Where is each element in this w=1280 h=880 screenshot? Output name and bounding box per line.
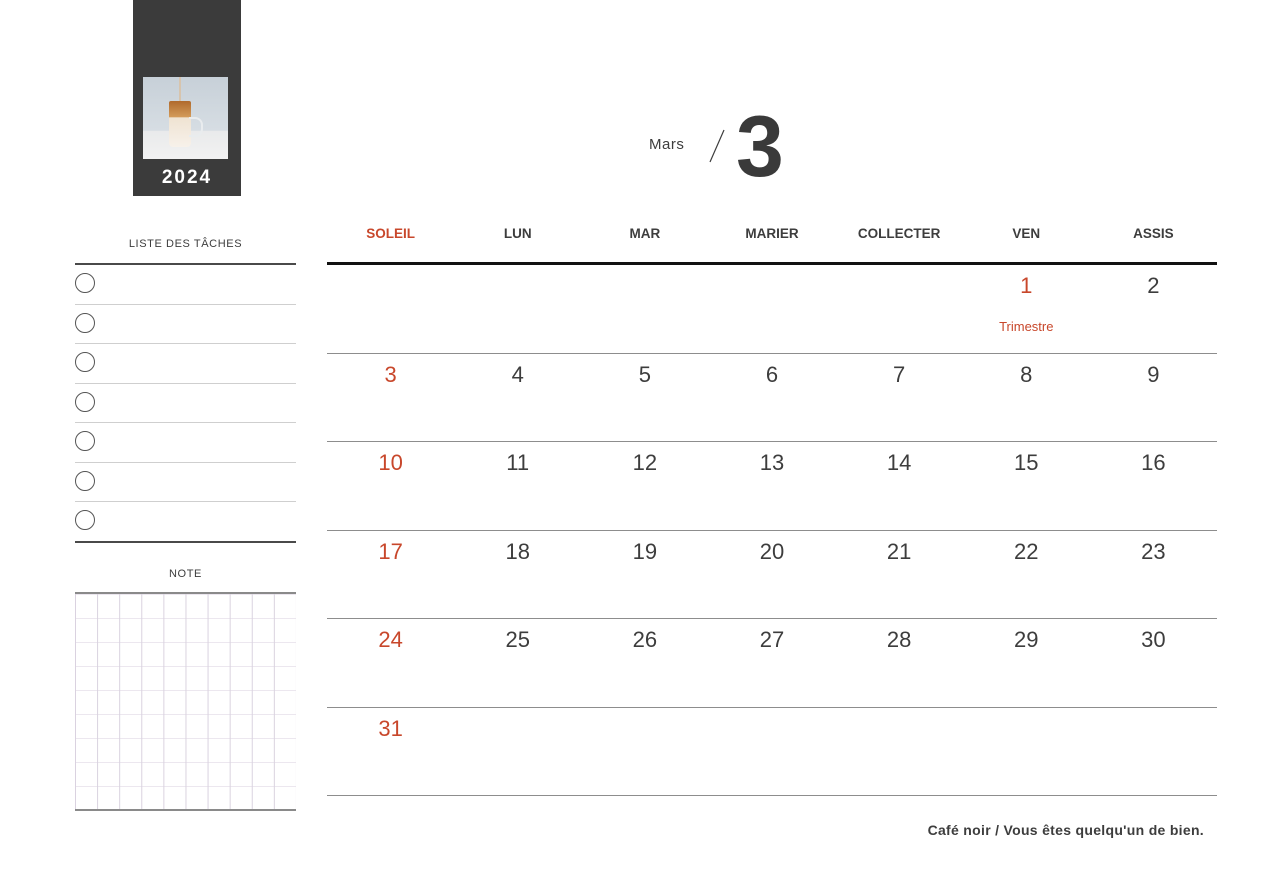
calendar-day-cell[interactable]	[963, 442, 1090, 530]
calendar-week-row	[327, 708, 1217, 797]
day-number: 10	[378, 450, 403, 475]
weekday-label: COLLECTER	[857, 226, 941, 241]
day-number: 27	[759, 627, 785, 652]
coffee-cup-photo	[143, 77, 228, 159]
calendar-day-cell[interactable]	[836, 531, 963, 619]
calendar-day-cell	[836, 265, 963, 353]
calendar-day-cell[interactable]	[708, 619, 835, 707]
calendar-day-cell	[581, 708, 708, 796]
day-number: 3	[384, 361, 397, 387]
day-number: 9	[1147, 361, 1160, 387]
day-number: 13	[759, 450, 785, 475]
weekday-label: ASSIS	[1133, 226, 1174, 241]
calendar-day-cell[interactable]	[1090, 619, 1217, 707]
calendar-day-cell[interactable]	[836, 354, 963, 442]
calendar-week-row	[327, 531, 1217, 620]
month-calendar	[327, 220, 1217, 796]
calendar-weeks	[327, 265, 1217, 796]
calendar-day-cell[interactable]	[963, 265, 1090, 353]
calendar-day-cell[interactable]	[708, 354, 835, 442]
circle-checkbox-icon[interactable]	[75, 273, 95, 293]
calendar-day-cell	[836, 708, 963, 796]
calendar-day-cell[interactable]	[1090, 265, 1217, 353]
weekday-label: SOLEIL	[366, 226, 415, 241]
calendar-day-cell[interactable]	[1090, 442, 1217, 530]
calendar-day-cell[interactable]	[581, 619, 708, 707]
calendar-day-cell[interactable]	[963, 619, 1090, 707]
day-number: 19	[632, 538, 658, 564]
day-number: 30	[1141, 627, 1166, 652]
calendar-day-cell[interactable]	[963, 531, 1090, 619]
weekday-header	[327, 220, 1217, 265]
circle-checkbox-icon[interactable]	[75, 431, 95, 451]
day-number: 25	[505, 627, 530, 652]
calendar-day-cell[interactable]	[708, 531, 835, 619]
calendar-day-cell[interactable]	[836, 442, 963, 530]
footer-quote: Café noir / Vous êtes quelqu'un de bien.	[927, 822, 1204, 838]
day-number: 28	[886, 627, 912, 652]
weekday-label: MAR	[629, 226, 661, 241]
day-number: 11	[506, 450, 530, 475]
todo-item[interactable]	[75, 463, 296, 503]
day-number: 23	[1141, 538, 1166, 564]
todo-item[interactable]	[75, 423, 296, 463]
calendar-day-cell[interactable]	[836, 619, 963, 707]
todo-item[interactable]	[75, 265, 296, 305]
calendar-day-cell	[581, 265, 708, 353]
note-title: NOTE	[169, 568, 202, 580]
calendar-day-cell[interactable]	[454, 442, 581, 530]
day-number: 14	[886, 450, 912, 475]
day-number: 20	[759, 538, 785, 564]
calendar-day-cell	[327, 265, 454, 353]
calendar-day-cell[interactable]	[327, 619, 454, 707]
calendar-day-cell[interactable]	[581, 442, 708, 530]
weekday-label: MARIER	[745, 226, 799, 241]
day-number: 6	[765, 361, 779, 387]
calendar-day-cell	[963, 708, 1090, 796]
calendar-day-cell[interactable]	[327, 354, 454, 442]
todo-item[interactable]	[75, 305, 296, 345]
circle-checkbox-icon[interactable]	[75, 392, 95, 412]
calendar-day-cell[interactable]	[1090, 354, 1217, 442]
calendar-day-cell[interactable]	[708, 442, 835, 530]
circle-checkbox-icon[interactable]	[75, 510, 95, 530]
calendar-day-cell[interactable]	[454, 619, 581, 707]
month-number: 3	[736, 99, 784, 195]
day-number: 4	[511, 361, 524, 387]
day-number: 12	[632, 450, 658, 475]
slash-divider-icon	[706, 128, 728, 164]
cover-tab	[133, 0, 241, 196]
calendar-day-cell[interactable]	[581, 354, 708, 442]
note-grid[interactable]	[75, 592, 296, 811]
day-number: 22	[1014, 538, 1039, 564]
calendar-week-row	[327, 265, 1217, 354]
calendar-day-cell[interactable]	[581, 531, 708, 619]
calendar-week-row	[327, 442, 1217, 531]
calendar-day-cell	[454, 265, 581, 353]
year-label: 2024	[161, 167, 213, 188]
calendar-day-cell[interactable]	[327, 531, 454, 619]
day-number: 18	[505, 538, 530, 564]
calendar-day-cell[interactable]	[327, 442, 454, 530]
day-event-label: Trimestre	[999, 319, 1054, 334]
calendar-day-cell[interactable]	[963, 354, 1090, 442]
day-number: 7	[893, 361, 906, 387]
day-number: 17	[378, 538, 403, 564]
calendar-week-row	[327, 619, 1217, 708]
day-number: 29	[1014, 627, 1039, 652]
day-number: 21	[886, 538, 912, 564]
day-number: 1	[1020, 273, 1033, 298]
day-number: 8	[1020, 361, 1033, 387]
calendar-day-cell[interactable]	[454, 531, 581, 619]
calendar-day-cell	[454, 708, 581, 796]
day-number: 16	[1141, 450, 1166, 475]
circle-checkbox-icon[interactable]	[75, 352, 95, 372]
calendar-day-cell[interactable]	[454, 354, 581, 442]
calendar-day-cell	[708, 265, 835, 353]
day-number: 5	[638, 361, 651, 387]
calendar-day-cell	[1090, 708, 1217, 796]
todo-title: LISTE DES TÂCHES	[128, 238, 243, 250]
todo-list	[75, 263, 296, 543]
calendar-day-cell	[708, 708, 835, 796]
day-number: 24	[378, 627, 403, 652]
calendar-day-cell[interactable]	[327, 708, 454, 796]
calendar-day-cell[interactable]	[1090, 531, 1217, 619]
day-number: 15	[1014, 450, 1039, 475]
month-name: Mars	[649, 136, 685, 153]
weekday-label: VEN	[1012, 226, 1041, 241]
circle-checkbox-icon[interactable]	[75, 313, 95, 333]
day-number: 2	[1147, 273, 1160, 298]
day-number: 31	[378, 715, 403, 741]
todo-item[interactable]	[75, 502, 296, 541]
day-number: 26	[632, 627, 658, 652]
calendar-week-row	[327, 354, 1217, 443]
circle-checkbox-icon[interactable]	[75, 471, 95, 491]
weekday-label: LUN	[503, 226, 532, 241]
todo-item[interactable]	[75, 344, 296, 384]
todo-item[interactable]	[75, 384, 296, 424]
